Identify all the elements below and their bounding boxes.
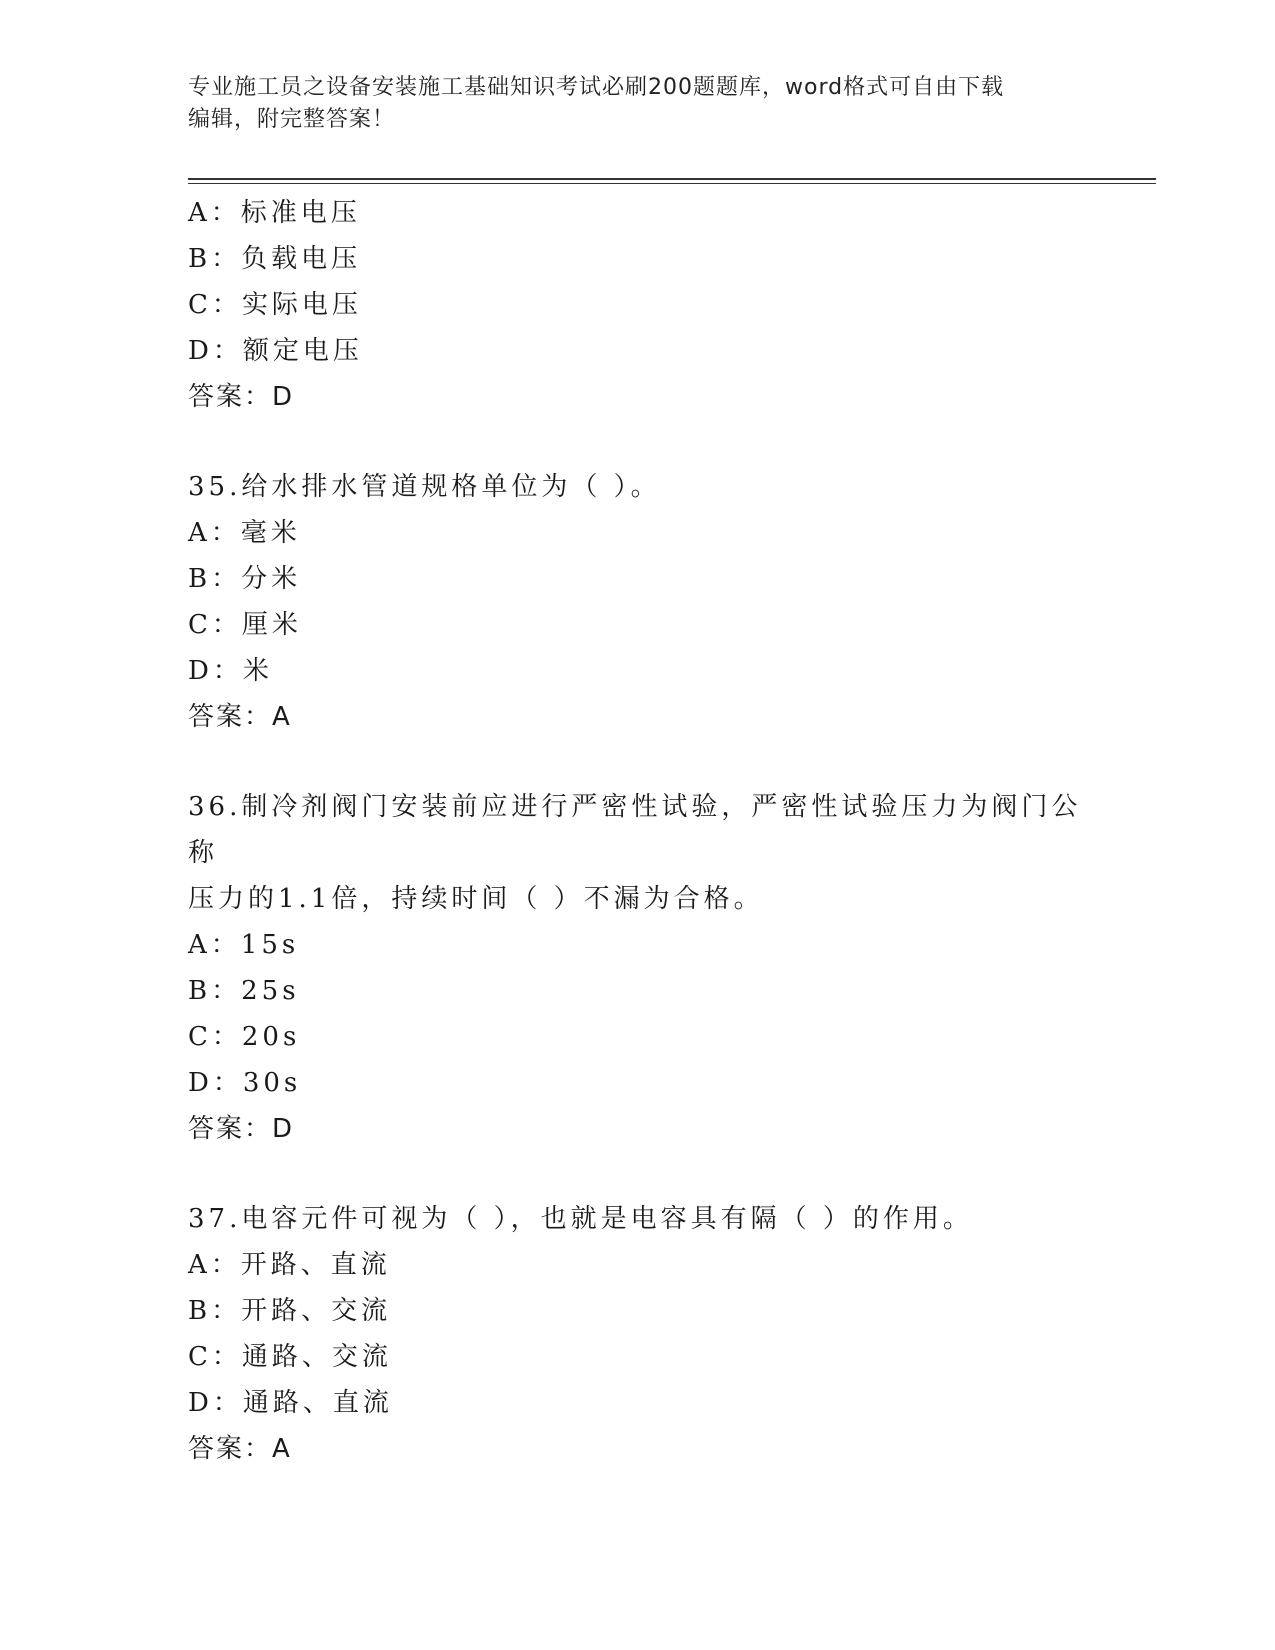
question-text: 37.电容元件可视为（ ），也就是电容具有隔（ ）的作用。 [188, 1204, 973, 1234]
header-title-line-2: 编辑，附完整答案！ [188, 107, 396, 132]
option-b: B：分米 [188, 564, 302, 594]
header-divider-thin [188, 183, 1156, 184]
option-d: D：米 [188, 656, 273, 686]
option-b: B：25s [188, 976, 300, 1006]
option-a: A：15s [188, 930, 300, 960]
answer: 答案：D [188, 382, 295, 412]
option-b: B：负载电压 [188, 244, 362, 274]
option-c: C：20s [188, 1022, 301, 1052]
option-b: B：开路、交流 [188, 1296, 392, 1326]
question-text-line-2: 压力的1.1倍，持续时间（ ）不漏为合格。 [188, 884, 764, 914]
question-34 [188, 190, 1088, 420]
header-divider [188, 178, 1156, 180]
question-text: 35.给水排水管道规格单位为（ ）。 [188, 472, 661, 502]
answer: 答案：A [188, 1434, 292, 1464]
option-c: C：通路、交流 [188, 1342, 392, 1372]
option-d: D：通路、直流 [188, 1388, 393, 1418]
option-d: D：额定电压 [188, 336, 363, 366]
header-title-line-1: 专业施工员之设备安装施工基础知识考试必刷200题题库，word格式可自由下载 [188, 75, 1005, 100]
option-c: C：实际电压 [188, 290, 362, 320]
answer: 答案：A [188, 702, 292, 732]
question-35 [188, 464, 1088, 740]
answer: 答案：D [188, 1114, 295, 1144]
option-c: C：厘米 [188, 610, 302, 640]
question-36 [188, 784, 1088, 1152]
option-d: D：30s [188, 1068, 302, 1098]
question-text-line-1: 36.制冷剂阀门安装前应进行严密性试验，严密性试验压力为阀门公称 [188, 792, 1082, 868]
option-a: A：标准电压 [188, 198, 361, 228]
option-a: A：毫米 [188, 518, 301, 548]
document-header [188, 72, 1088, 136]
question-list [188, 190, 1088, 1472]
option-a: A：开路、直流 [188, 1250, 391, 1280]
question-37 [188, 1196, 1088, 1472]
